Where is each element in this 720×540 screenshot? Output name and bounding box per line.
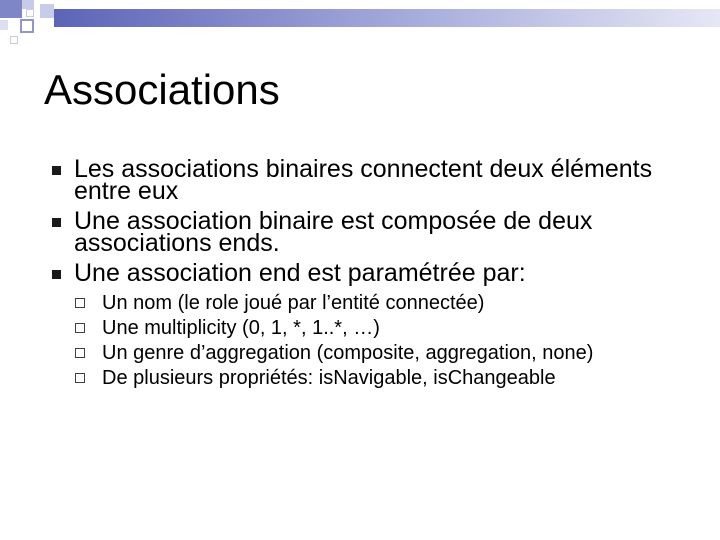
bullet-list	[52, 155, 692, 397]
bullet-item	[52, 207, 692, 257]
hollow-square-bullet-icon	[75, 373, 85, 383]
slide-title: Associations	[44, 66, 280, 113]
bullet-text: Une association end est paramétrée par:	[74, 259, 526, 287]
sub-bullet-item	[74, 292, 692, 314]
sub-bullet-item	[74, 317, 692, 339]
bullet-item	[52, 155, 692, 205]
hollow-square-bullet-icon	[75, 323, 85, 333]
sub-bullet-item	[74, 342, 692, 364]
decorative-square	[0, 0, 22, 18]
header-gradient-bar	[54, 9, 720, 27]
decorative-square	[40, 4, 54, 18]
sub-bullet-list	[74, 292, 692, 389]
sub-bullet-text: Un genre d’aggregation (composite, aggregation, none)	[102, 342, 594, 364]
sub-bullet-text: Un nom (le role joué par l’entité connectée)	[102, 292, 485, 314]
bullet-text: Les associations binaires connectent deux éléments entre eux	[74, 155, 653, 205]
decorative-square	[0, 20, 8, 30]
sub-bullet-item	[74, 367, 692, 389]
bullet-text: Une association binaire est composée de deux associations ends.	[74, 207, 593, 257]
hollow-square-bullet-icon	[75, 348, 85, 358]
hollow-square-bullet-icon	[75, 298, 85, 308]
decorative-square	[20, 19, 34, 33]
bullet-item	[52, 259, 692, 389]
square-bullet-icon	[52, 270, 61, 279]
decorative-square	[10, 36, 18, 44]
square-bullet-icon	[52, 218, 61, 227]
sub-bullet-text: Une multiplicity (0, 1, *, 1..*, …)	[102, 317, 380, 339]
decorative-square	[22, 0, 34, 9]
square-bullet-icon	[52, 166, 61, 175]
decorative-square	[26, 9, 34, 17]
sub-bullet-text: De plusieurs propriétés: isNavigable, isChangeable	[102, 367, 556, 389]
